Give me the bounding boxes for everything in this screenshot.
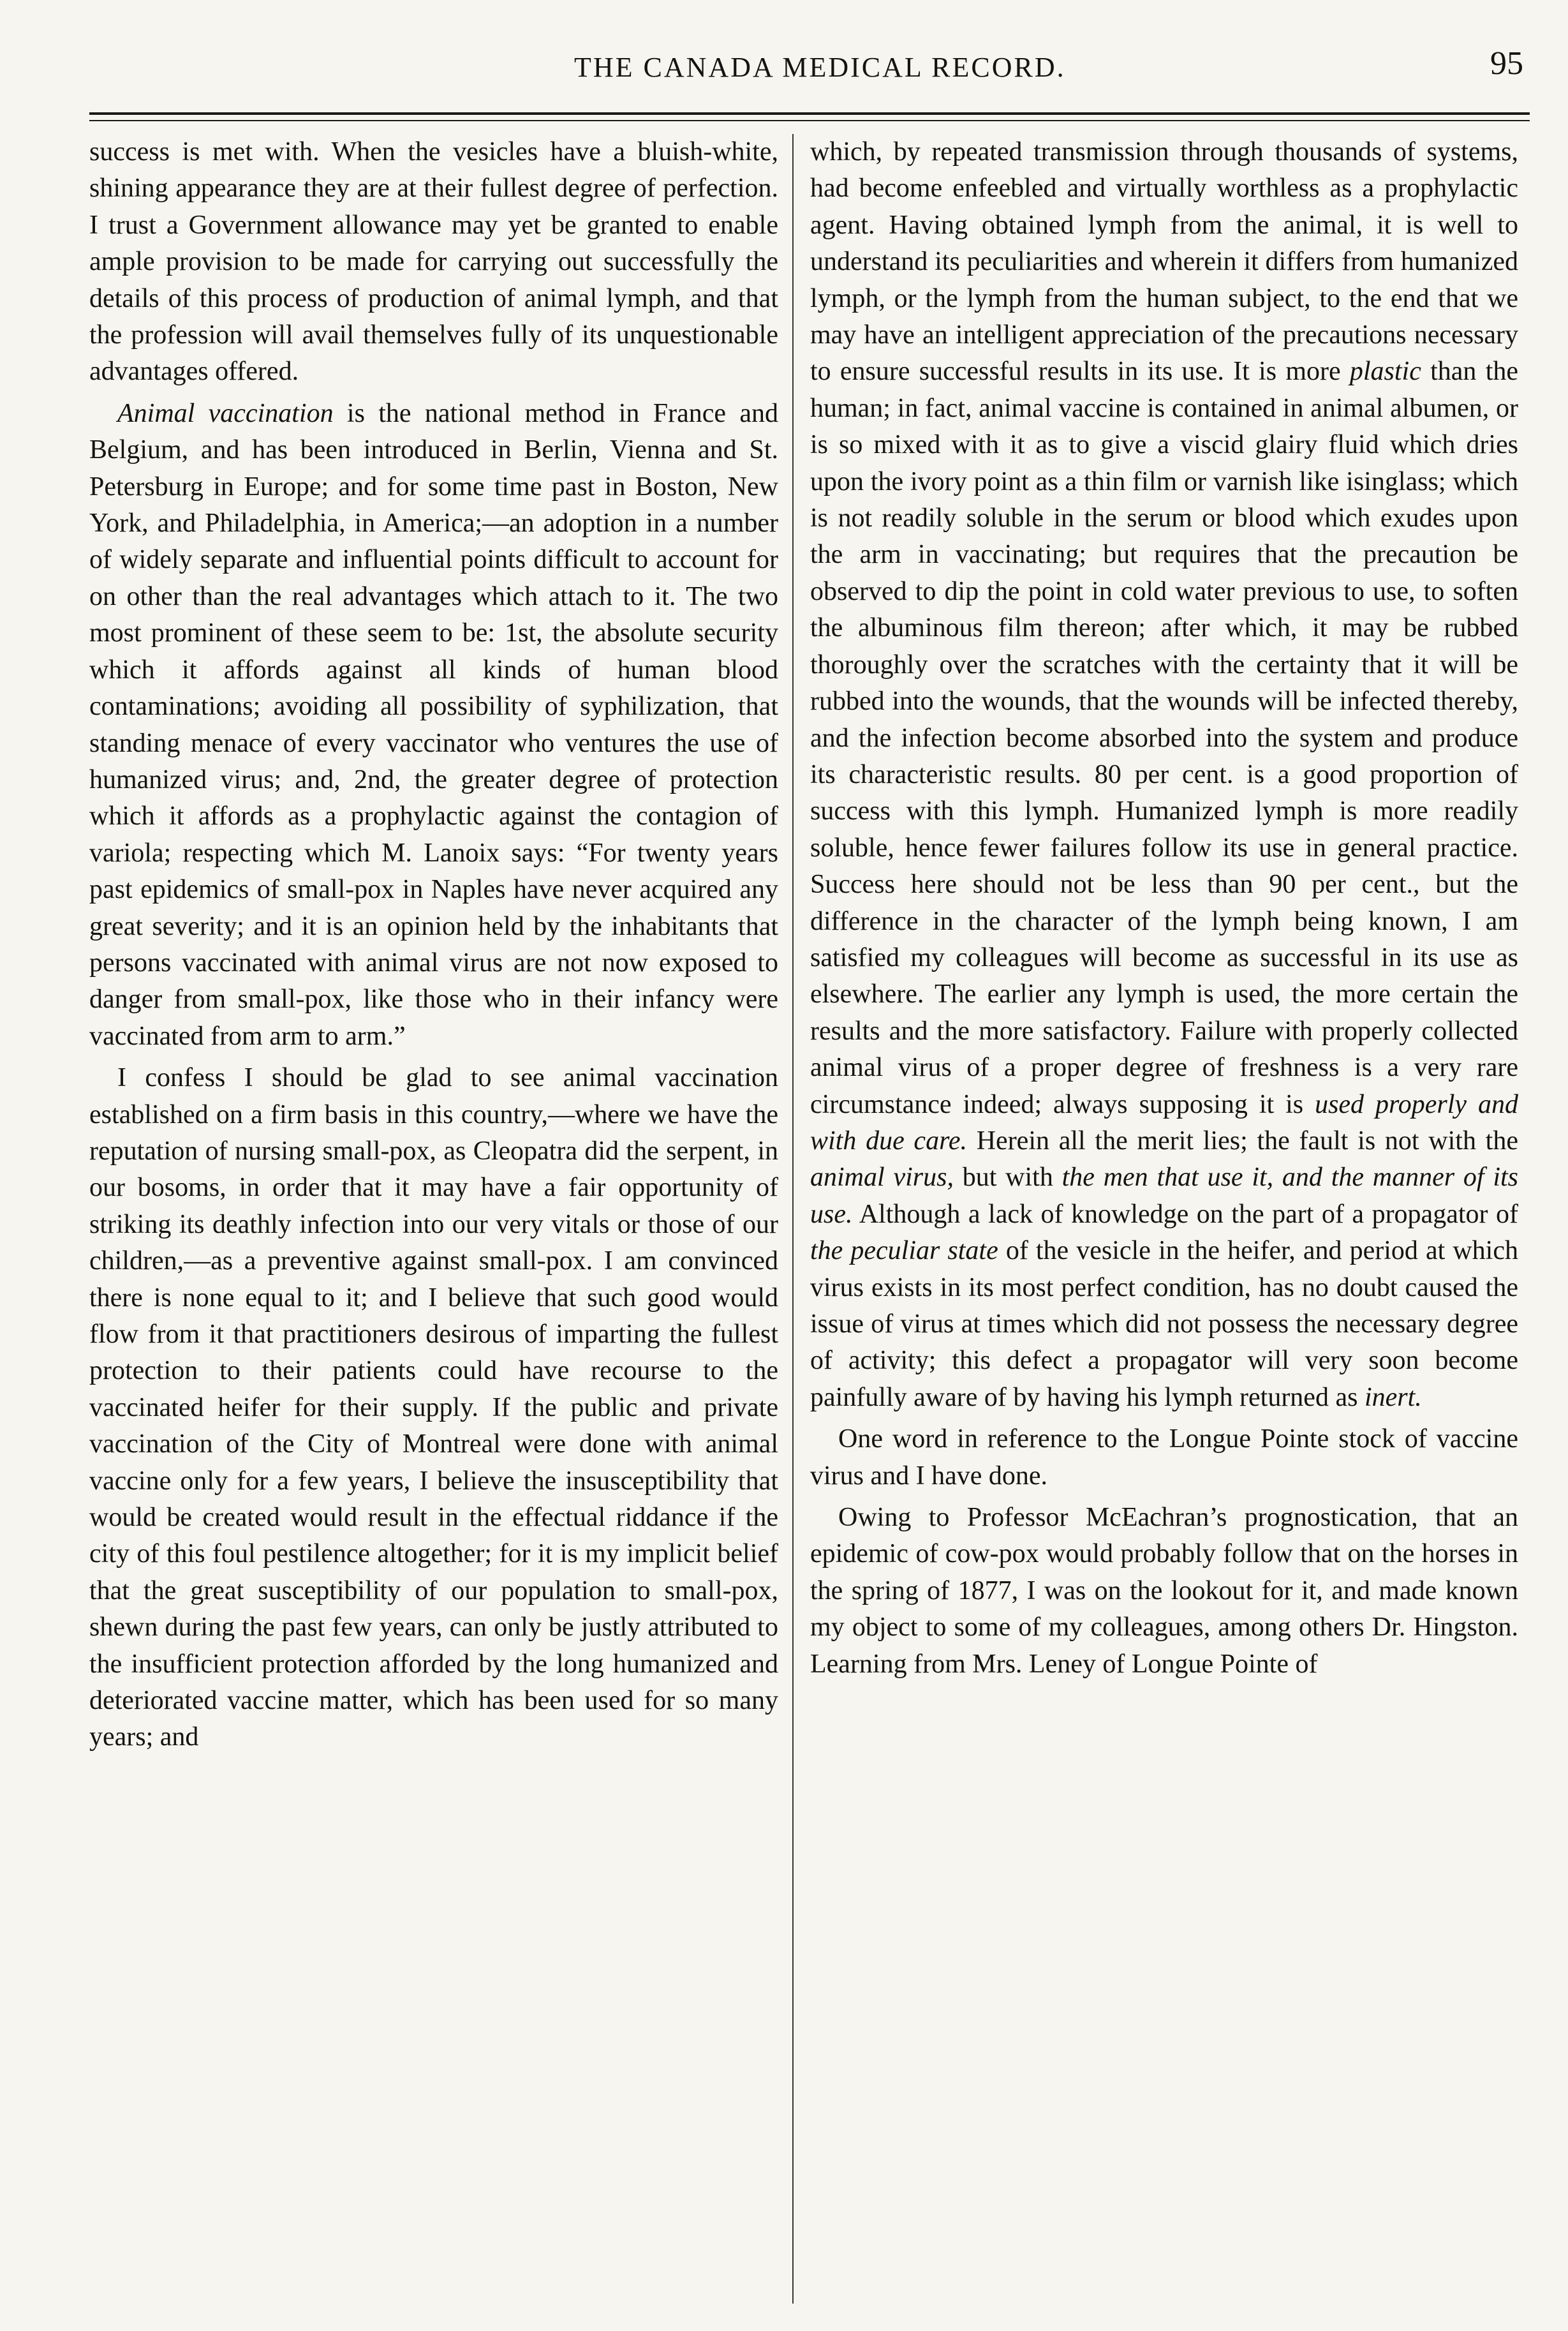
left-column [89,134,778,2304]
right-p1-text-b: than the human; in fact, animal vaccine is contained in animal albumen, or is so mixed with it as to give a viscid glairy fluid which dries upon the ivory point as a thin film or varnish like isinglass; which is not readily soluble in the serum or blood which exudes upon the arm in vaccinating; but requires that the precaution be observed to dip the point in cold water previous to use, to soften the albuminous film thereon; after which, it may be rubbed thoroughly over the scratches with the certainty that it will be rubbed into the wounds, that the wounds will be infected thereby, and the infection become absorbed into the system and produce its characteristic results. 80 per cent. is a good proportion of success with this lymph. Humanized lymph is more readily soluble, hence fewer failures follow its use in general practice. Success here should not be less than 90 per cent., but the difference in the character of the lymph being known, I am satisfied my colleagues will become as successful in its use as elsewhere. The earlier any lymph is used, the more certain the results and the more satisfactory. Failure with properly collected animal virus of a proper degree of freshness is a very rare circumstance indeed; always supposing it is [810,357,1518,1119]
left-paragraph-1: success is met with. When the vesicles have a bluish-white, shining appearance they are at their fullest degree of perfection. I trust a Government allowance may yet be granted to enable ample provision to be made for carrying out successfully the details of this process of production of animal lymph, and that the profession will avail themselves fully of its unquestionable advantages offered. [89,137,778,387]
right-paragraph-2: One word in reference to the Longue Pointe stock of vaccine virus and I have done. [810,1424,1518,1491]
right-p1-text-f: of the vesicle in the heifer, and period at which virus exists in its most perfect condition, has no doubt caused the issue of virus at times which did not possess the necessary degree of activity; this defect a propagator will very soon become painfully aware of by having his lymph returned as [810,1236,1518,1412]
men-that-use-phrase: the men that use it, and the manner of its use. [810,1163,1518,1229]
page-number: 95 [1490,45,1523,82]
right-paragraph-3: Owing to Professor McEachran’s prognostication, that an epidemic of cow-pox would probably follow that on the horses in the spring of 1877, I was on the lookout for it, and made known my object to some of my colleagues, among others Dr. Hingston. Learning from Mrs. Leney of Longue Pointe of [810,1503,1518,1679]
right-paragraph-1 [810,134,1518,1416]
animal-virus-phrase: animal virus, [810,1163,954,1193]
column-divider [792,134,794,2304]
right-p1-text-e: Although a lack of knowledge on the part of a propagator of [852,1199,1518,1229]
peculiar-state-phrase: the peculiar state [810,1236,998,1266]
right-p1-text-d: but with [953,1163,1062,1193]
left-paragraph-3: I confess I should be glad to see animal vaccination established on a firm basis in this country,—where we have the reputation of nursing small-pox, as Cleopatra did the serpent, in our bosoms, in order that it may have a fair opportunity of striking its deathly infection into our very vitals or those of our children,—as a preventive against small-pox. I am convinced there is none equal to it; and I believe that such good would flow from it that practitioners desirous of imparting the fullest protection to their patients could have recourse to the vaccinated heifer for their supply. If the public and private vaccination of the City of Montreal were done with animal vaccine only for a few years, I believe the insusceptibility that would be created would result in the effectual riddance if the city of this foul pestilence altogether; for it is my implicit belief that the great susceptibility of our population to small-pox, shewn during the past few years, can only be justly attributed to the insufficient protection afforded by the long humanized and deteriorated vaccine matter, which has been used for so many years; and [89,1063,778,1752]
left-paragraph-2 [89,396,778,1055]
left-paragraph-2-text: is the national method in France and Belgium, and has been introduced in Berlin, Vienna and St. Petersburg in Europe; and for some time past in Boston, New York, and Philadelphia, in America;—an adoption in a number of widely separate and influential points difficult to account for on other than the real advantages which attach to it. The two most prominent of these seem to be: 1st, the absolute security which it affords against all kinds of human blood contaminations; avoiding all possibility of syphilization, that standing menace of every vaccinator who ventures the use of humanized virus; and, 2nd, the greater degree of protection which it affords as a prophylactic against the contagion of variola; respecting which M. Lanoix says: “For twenty years past epidemics of small-pox in Naples have never acquired any great severity; and it is an opinion held by the inhabitants that persons vaccinated with animal virus are not now exposed to danger from small-pox, like those who in their infancy were vaccinated from arm to arm.” [89,398,778,1051]
plastic-phrase: plastic [1349,357,1421,387]
right-p1-text-c: Herein all the merit lies; the fault is not with the [967,1126,1518,1156]
right-column [810,134,1518,2304]
animal-vaccination-phrase: Animal vaccination [117,398,334,428]
header-rule-thin [89,120,1530,121]
text-columns [89,134,1530,2304]
used-properly-phrase: used properly and with due care. [810,1089,1518,1156]
inert-phrase: inert. [1364,1382,1422,1412]
header-rule-thick [89,112,1530,115]
right-p1-text-a: which, by repeated transmission through thousands of systems, had become enfeebled and virtually worthless as a prophylactic agent. Having obtained lymph from the animal, it is well to understand its peculiarities and wherein it differs from humanized lymph, or the lymph from the human subject, to the end that we may have an intelligent appreciation of the precautions necessary to ensure successful results in its use. It is more [810,137,1518,387]
page-header [0,38,1568,96]
running-title: THE CANADA MEDICAL RECORD. [574,52,1066,83]
